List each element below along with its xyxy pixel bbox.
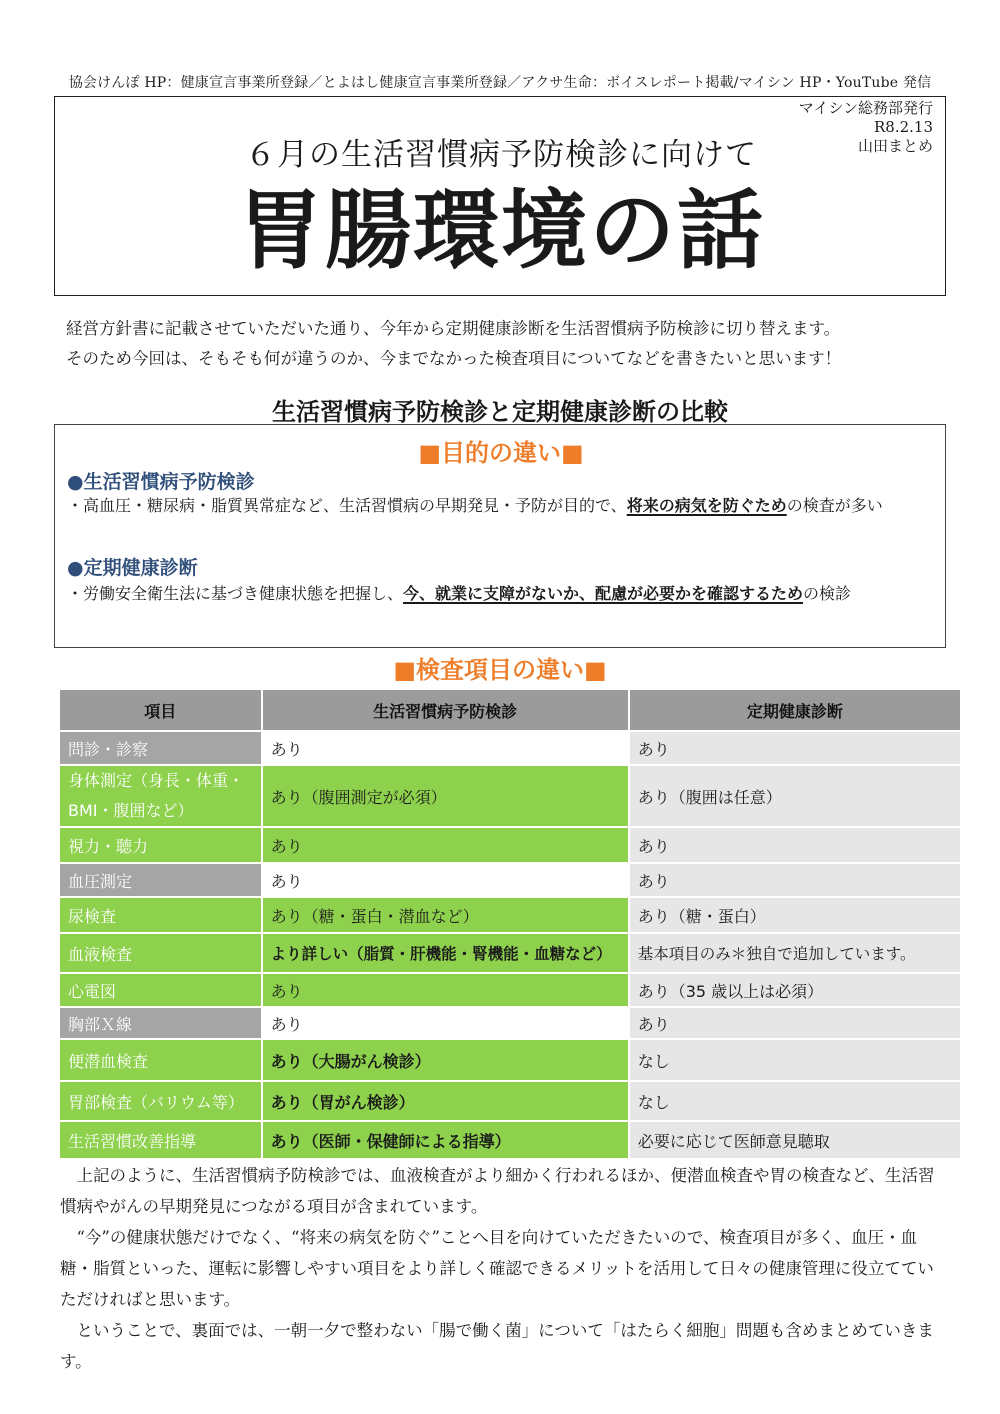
row-regular: なし <box>629 1039 961 1081</box>
row-regular: あり（腹囲は任意） <box>629 765 961 827</box>
prevention-text-post: の検査が多い <box>786 496 883 515</box>
table-row <box>59 1039 961 1081</box>
author-name: 山田まとめ <box>857 137 933 155</box>
intro-paragraph <box>66 314 946 374</box>
row-prevention: あり <box>262 863 629 897</box>
row-regular: あり（糖・蛋白） <box>629 897 961 933</box>
row-regular: あり <box>629 827 961 863</box>
row-regular: あり <box>629 863 961 897</box>
table-row <box>59 1121 961 1159</box>
table-row <box>59 863 961 897</box>
prevention-text-pre: ・高血圧・糖尿病・脂質異常症など、生活習慣病の早期発見・予防が目的で、 <box>67 496 627 515</box>
table-row <box>59 1081 961 1121</box>
regular-text-post: の検診 <box>803 584 852 603</box>
row-prevention: あり <box>262 973 629 1007</box>
table-header-row <box>59 689 961 731</box>
prevention-text <box>67 491 933 521</box>
table-row <box>59 897 961 933</box>
table-row <box>59 827 961 863</box>
header-regular: 定期健康診断 <box>629 689 961 731</box>
row-item: 尿検査 <box>59 897 262 933</box>
comparison-table <box>58 688 962 1160</box>
row-prevention: あり（腹囲測定が必須） <box>262 765 629 827</box>
closing-paragraph: ということで、裏面では、一朝一夕で整わない「腸で働く菌」について「はたらく細胞」問題も含めまとめていきます。 <box>60 1321 934 1371</box>
row-prevention: あり（胃がん検診） <box>262 1081 629 1121</box>
closing-section <box>60 1160 946 1377</box>
table-row <box>59 731 961 765</box>
page-title: 胃腸環境の話 <box>237 181 765 281</box>
row-item: 便潜血検査 <box>59 1039 262 1081</box>
row-prevention: より詳しい（脂質・肝機能・腎機能・血糖など） <box>262 933 629 973</box>
row-item: 問診・診察 <box>59 731 262 765</box>
table-row <box>59 1007 961 1039</box>
row-item: 心電図 <box>59 973 262 1007</box>
intro-line: 経営方針書に記載させていただいた通り、今年から定期健康診断を生活習慣病予防検診に切り替えます。 <box>66 319 841 338</box>
table-row <box>59 933 961 973</box>
row-item: 生活習慣改善指導 <box>59 1121 262 1159</box>
row-regular: 必要に応じて医師意見聴取 <box>629 1121 961 1159</box>
regular-text <box>67 579 933 609</box>
items-heading: ■検査項目の違い■ <box>393 656 607 684</box>
regular-text-pre: ・労働安全衛生法に基づき健康状態を把握し、 <box>67 584 404 603</box>
prevention-heading: ●生活習慣病予防検診 <box>67 471 255 493</box>
regular-emphasis: 今、就業に支障がないか、配慮が必要かを確認するため <box>403 584 804 603</box>
row-item: 血液検査 <box>59 933 262 973</box>
row-regular: あり（35 歳以上は必須） <box>629 973 961 1007</box>
row-item: 血圧測定 <box>59 863 262 897</box>
row-prevention: あり（糖・蛋白・潜血など） <box>262 897 629 933</box>
row-regular: あり <box>629 731 961 765</box>
table-row <box>59 765 961 827</box>
header-prevention: 生活習慣病予防検診 <box>262 689 629 731</box>
row-item: 視力・聴力 <box>59 827 262 863</box>
row-prevention: あり（大腸がん検診） <box>262 1039 629 1081</box>
row-regular: なし <box>629 1081 961 1121</box>
intro-line: そのため今回は、そもそも何が違うのか、今までなかった検査項目についてなどを書きたいと思います！ <box>66 349 842 368</box>
issue-date: R8.2.13 <box>873 118 933 136</box>
purpose-heading: ■目的の違い■ <box>418 439 584 467</box>
row-item: 胸部Ｘ線 <box>59 1007 262 1039</box>
row-item: 胃部検査（バリウム等） <box>59 1081 262 1121</box>
closing-paragraph: “今”の健康状態だけでなく、“将来の病気を防ぐ”ことへ目を向けていただきたいので、検査項目が多く、血圧・血糖・脂質といった、運転に影響しやすい項目をより詳しく確認できるメリットを活用して日々の健康管理に役立てていただければと思います。 <box>60 1228 934 1309</box>
row-prevention: あり <box>262 827 629 863</box>
top-credentials-line: 協会けんぽ HP：健康宣言事業所登録／とよはし健康宣言事業所登録／アクサ生命：ボイスレポート掲載/マイシン HP・YouTube 発信 <box>68 75 932 91</box>
row-regular: 基本項目のみ＊独自で追加しています。 <box>629 933 961 973</box>
row-prevention: あり <box>262 1007 629 1039</box>
prevention-emphasis: 将来の病気を防ぐため <box>626 496 787 515</box>
row-regular: あり <box>629 1007 961 1039</box>
page-subtitle: ６月の生活習慣病予防検診に向けて <box>245 137 757 173</box>
table-row <box>59 973 961 1007</box>
row-prevention: あり（医師・保健師による指導） <box>262 1121 629 1159</box>
comparison-title: 生活習慣病予防検診と定期健康診断の比較 <box>272 398 728 426</box>
purpose-box <box>54 424 946 648</box>
row-prevention: あり <box>262 731 629 765</box>
row-item: 身体測定（身長・体重・BMI・腹囲など） <box>59 765 262 827</box>
header-box <box>54 96 946 296</box>
issuer-dept: マイシン総務部発行 <box>798 99 933 117</box>
closing-paragraph: 上記のように、生活習慣病予防検診では、血液検査がより細かく行われるほか、便潜血検査や胃の検査など、生活習慣病やがんの早期発見につながる項目が含まれています。 <box>60 1166 935 1216</box>
header-item: 項目 <box>59 689 262 731</box>
regular-heading: ●定期健康診断 <box>67 557 198 579</box>
